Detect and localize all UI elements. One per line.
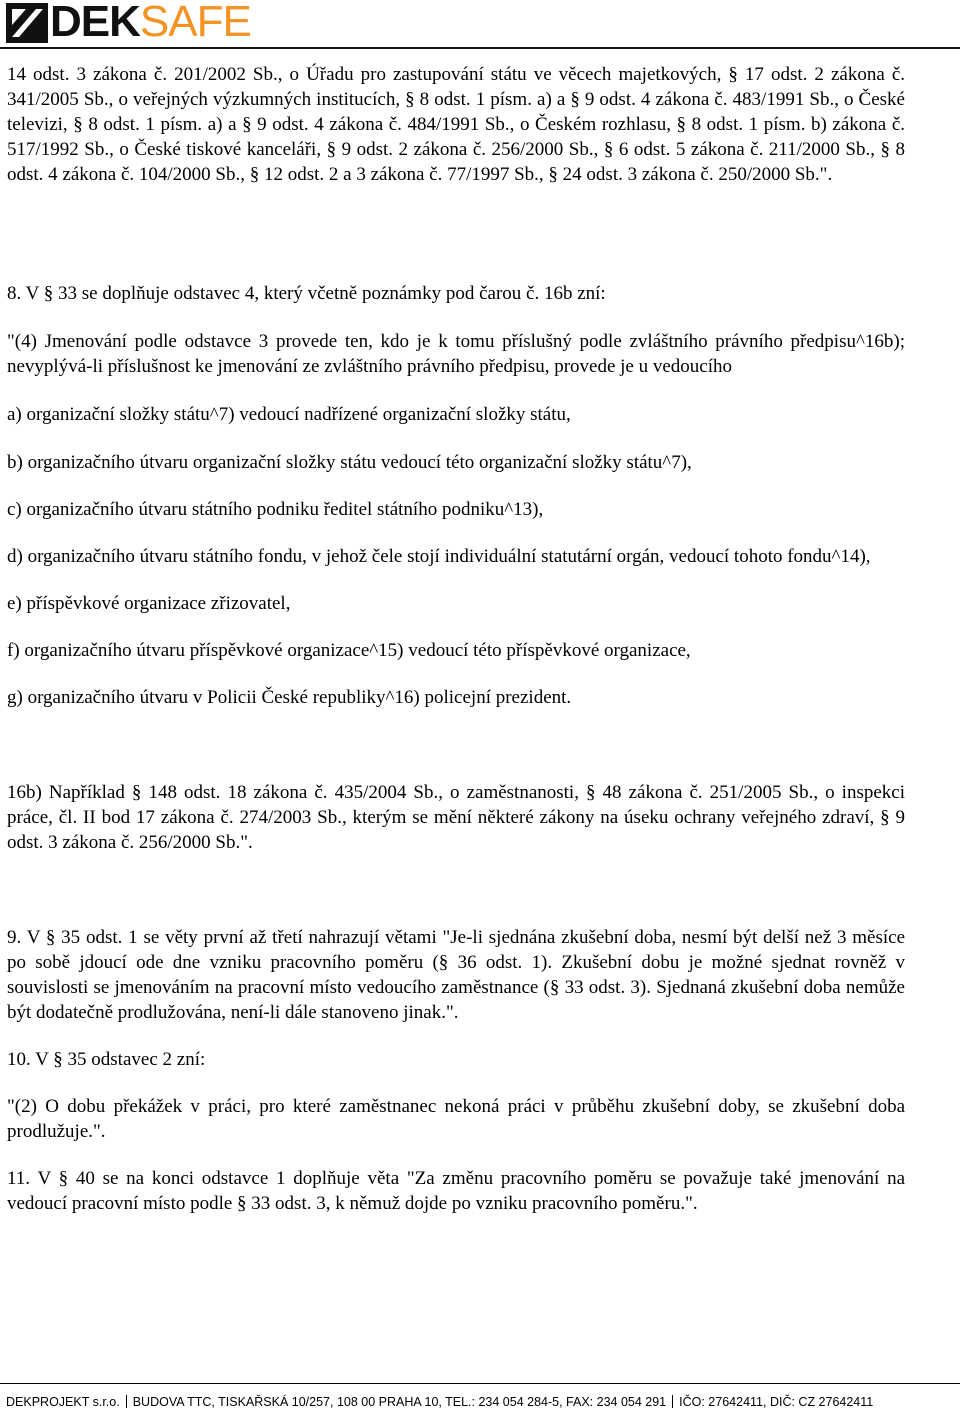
- footnote-16b: 16b) Například § 148 odst. 18 zákona č. 435/2004 Sb., o zaměstnanosti, § 48 zákona č. 251/2005 Sb., o inspekci práce, čl. II bod 17 zákona č. 274/2003 Sb., kterým se mění některé zákony na úseku ochrany veřejného zdraví, § 9 odst. 3 zákona č. 256/2000 Sb.".: [7, 782, 905, 853]
- logo-wordmark: [50, 0, 251, 44]
- logo-text-safe: SAFE: [139, 0, 251, 46]
- list-item-e: e) příspěvkové organizace zřizovatel,: [7, 593, 291, 614]
- footer-separator: [126, 1395, 127, 1408]
- document-body: [7, 62, 905, 1216]
- logo-text-dek: DEK: [50, 0, 140, 46]
- page-header: [0, 0, 960, 48]
- paragraph-item-8: 8. V § 33 se doplňuje odstavec 4, který včetně poznámky pod čarou č. 16b zní:: [7, 283, 606, 304]
- list-item-b: b) organizačního útvaru organizační složky státu vedoucí této organizační složky státu^7),: [7, 452, 692, 473]
- list-item-c: c) organizačního útvaru státního podniku ředitel státního podniku^13),: [7, 499, 544, 520]
- paragraph-item-10: 10. V § 35 odstavec 2 zní:: [7, 1049, 206, 1070]
- footer-company: DEKPROJEKT s.r.o.: [6, 1395, 120, 1409]
- list-item-g: g) organizačního útvaru v Policii České republiky^16) policejní prezident.: [7, 687, 572, 708]
- list-item-f: f) organizačního útvaru příspěvkové organizace^15) vedoucí této příspěvkové organizace,: [7, 640, 691, 661]
- header-divider: [0, 47, 960, 49]
- paragraph-quote-2: "(2) O dobu překážek v práci, pro které zaměstnanec nekoná práci v průběhu zkušební doby, se zkušební doba prodlužuje.".: [7, 1096, 905, 1142]
- footer-ids: IČO: 27642411, DIČ: CZ 27642411: [679, 1395, 874, 1409]
- list-item-d: d) organizačního útvaru státního fondu, v jehož čele stojí individuální statutární orgán, vedoucí tohoto fondu^14),: [7, 546, 871, 567]
- dek-logo-icon: [6, 3, 48, 43]
- footer-divider: [0, 1383, 960, 1384]
- list-item-a: a) organizační složky státu^7) vedoucí nadřízené organizační složky státu,: [7, 404, 571, 425]
- page-footer: [6, 1394, 873, 1410]
- paragraph-citations: 14 odst. 3 zákona č. 201/2002 Sb., o Úřadu pro zastupování státu ve věcech majetkových, § 17 odst. 2 zákona č. 341/2005 Sb., o veřejných výzkumných institucích, § 8 odst. 1 písm. a) a § 9 odst. 4 zákona č. 483/1991 Sb., o České televizi, § 8 odst. 1 písm. a) a § 9 odst. 4 zákona č. 484/1991 Sb., o Českém rozhlasu, § 8 odst. 1 písm. b) zákona č. 517/1992 Sb., o České tiskové kanceláři, § 9 odst. 2 zákona č. 256/2000 Sb., § 6 odst. 5 zákona č. 211/2000 Sb., § 8 odst. 4 zákona č. 104/2000 Sb., § 12 odst. 2 a 3 zákona č. 77/1997 Sb., § 24 odst. 3 zákona č. 250/2000 Sb.".: [7, 64, 905, 185]
- footer-separator: [672, 1395, 673, 1408]
- paragraph-item-9: 9. V § 35 odst. 1 se věty první až třetí nahrazují větami "Je-li sjednána zkušební doba, nesmí být delší než 3 měsíce po sobě jdoucí ode dne vzniku pracovního poměru (§ 36 odst. 1). Zkušební dobu je možné sjednat rovněž v souvislosti se jmenováním na pracovní místo vedoucího zaměstnance (§ 33 odst. 3). Sjednaná zkušební doba nemůže být dodatečně prodlužována, není-li dále stanoveno jinak.".: [7, 927, 905, 1023]
- paragraph-quote-4: "(4) Jmenování podle odstavce 3 provede ten, kdo je k tomu příslušný podle zvláštního právního předpisu^16b); nevyplývá-li příslušnost ke jmenování ze zvláštního právního předpisu, provede je u vedoucího: [7, 331, 905, 377]
- paragraph-item-11: 11. V § 40 se na konci odstavce 1 doplňuje věta "Za změnu pracovního poměru se považuje také jmenování na vedoucí pracovní místo podle § 33 odst. 3, k němuž dojde po vzniku pracovního poměru.".: [7, 1168, 905, 1214]
- dek-safe-logo: [6, 0, 251, 46]
- footer-address: BUDOVA TTC, TISKAŘSKÁ 10/257, 108 00 PRAHA 10, TEL.: 234 054 284-5, FAX: 234 054 291: [132, 1395, 667, 1409]
